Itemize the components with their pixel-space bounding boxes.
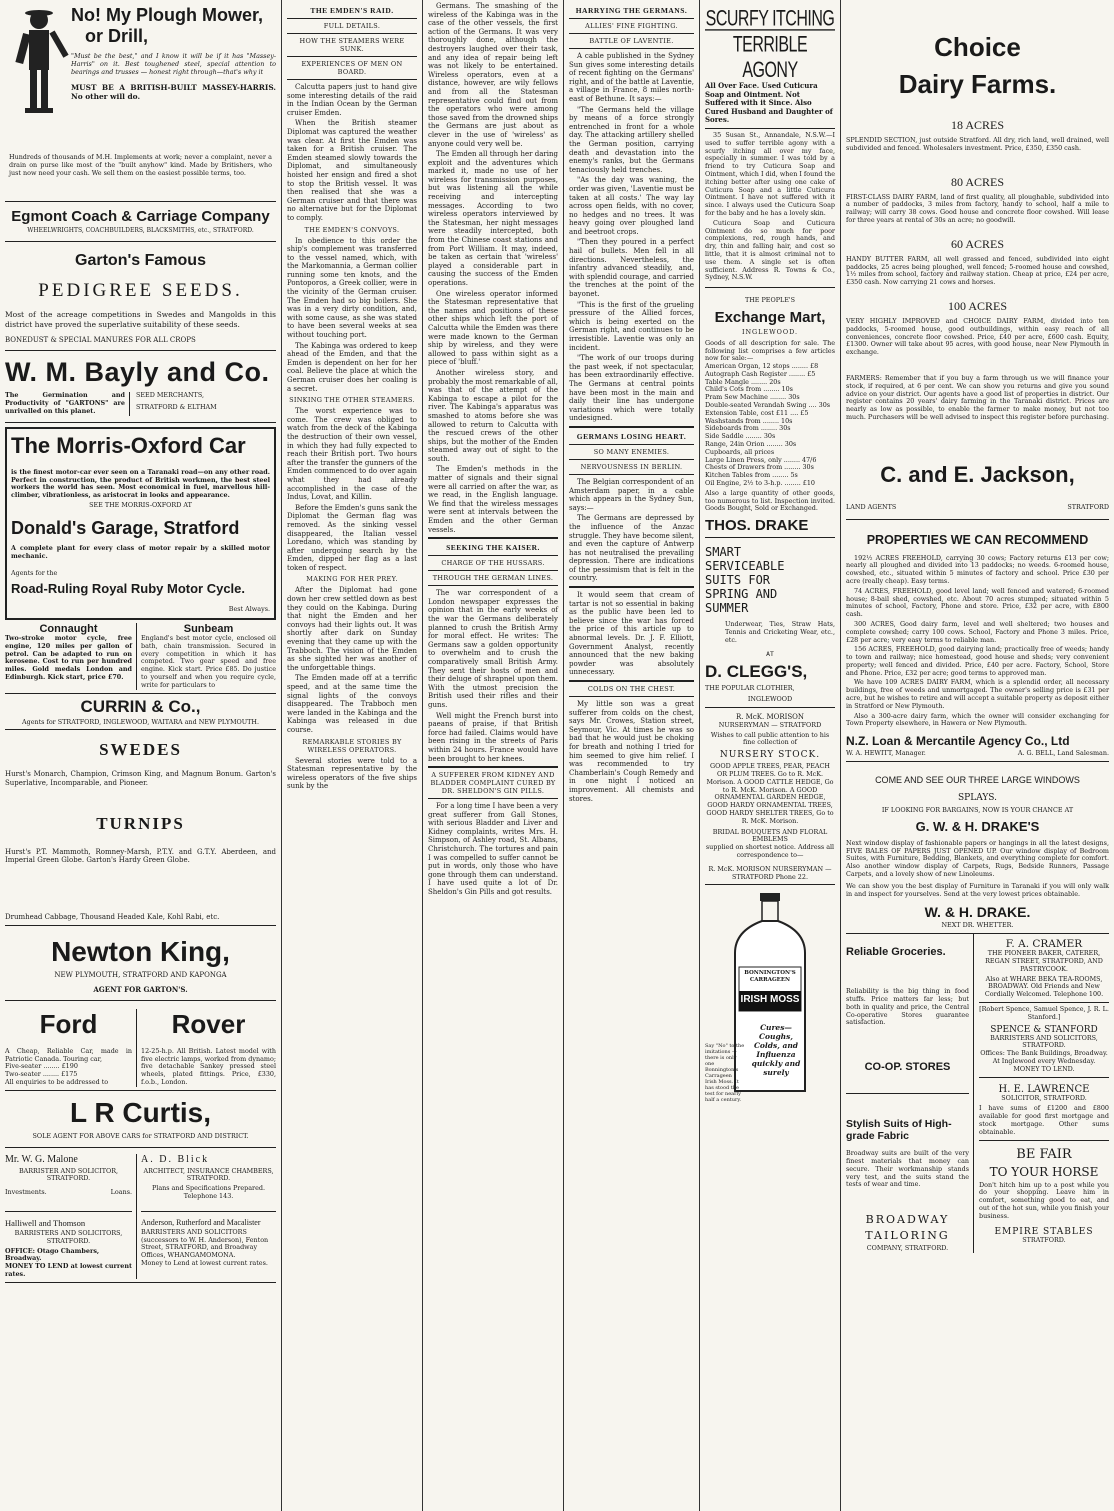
swedes-text: Hurst's Monarch, Champion, Crimson King, and Magnum Bonum. Garton's Superlative, Incomparable, and Pioneer.: [5, 770, 276, 787]
spence-title: SPENCE & STANFORD: [990, 1024, 1098, 1035]
acres-80: 80 ACRES: [950, 174, 1004, 189]
halliwell-office: OFFICE: Otago Chambers, Broadway.: [5, 1246, 100, 1263]
morris-title: The Morris-Oxford Car: [11, 432, 246, 458]
article-paragraph: In obedience to this order the ship's complement was transferred to the vessel named, which, with the Markomannia, a German collier running some ten knots, and the Pontoporos, a Greek collier, were in the vicinity of the German cruiser. The Emden had so big boilers. She was in a very dirty condition, and, with some cause, as she was stated to have been several weeks at sea without touching port.: [287, 236, 417, 340]
scurfy-title-1: SCURFY ITCHING: [705, 7, 835, 32]
farmers-text: FARMERS: Remember that if you buy a farm through us we will finance your stock, if required, at 6 per cent. We can show you returns and give you sound advice on your district. Our agents have a good list of properties in district. Our register contains 20 years' dairy farming in the Taranaki district. Prices are nearly as low as possible, to enable the farmer to make money, but not too much. Purchasers will be well advised to inspect this register before purchasing.: [846, 373, 1109, 421]
ford-five: Five-seater ........ £190: [5, 1062, 78, 1071]
property-item: 74 ACRES, FREEHOLD, good level land; well fenced and watered; 6-roomed house; 8-bail shed, cowshed, etc. About 70 acres stumped; situated within 5 minutes of school, Factory, Phone and store. Price, £32 per acre, with £800 cash.: [846, 586, 1109, 619]
connaught-title: Connaught: [39, 622, 98, 635]
morison-name: R. McK. MORISON: [735, 713, 805, 722]
anderson-title: Anderson, Rutherford and Macalister: [141, 1217, 261, 1227]
column-articles-2: [423, 0, 563, 1511]
clegg-ad: [705, 538, 835, 708]
plough-quote: "Must be the best," and I know it will be if it has "Massey-Harris" on it. Best toughened steel, special attention to bearings and trusses — honest right through—that's why it: [71, 52, 276, 76]
property-item: 300 ACRES, Good dairy farm, level and well sheltered; two houses and complete cowshed; carry 100 cows. School, Factory and Phone 3 miles. Price, £28 per acre; very easy terms to reliable man.: [846, 619, 1109, 644]
allies-subhead: ALLIES' FINE FIGHTING.: [585, 22, 678, 30]
cramer-title: F. A. CRAMER: [1005, 938, 1083, 951]
property-item: 192½ ACRES FREEHOLD, carrying 30 cows; Factory returns £13 per cow; nearly all ploughed and divided into 13 paddocks; no weeds. 6-roomed house, cowshed, etc., situated within 5 minutes of factory and school. Price £30 per acre (really cheap). Easy terms.: [846, 553, 1109, 585]
article-paragraph: Well might the French burst into paeans of praise, if that British force had failed. Claims would have been rising in the streets of Paris within 24 hours. France would have been brought to her knees.: [428, 711, 558, 763]
newton-sub: NEW PLYMOUTH, STRATFORD AND KAPONGA: [54, 971, 227, 980]
property-item: Also a 300-acre dairy farm, which the owner will consider exchanging for Town Property elsewhere, in Hawera or New Plymouth.: [846, 711, 1109, 728]
exchange-item: Large Linen Press, only ........ 47/6: [705, 455, 817, 464]
scurfy-sub: All Over Face. Used Cuticura Soap and Ointment. Not Suffered with it Since. Also Cured Husband and Daughter of Sores.: [705, 81, 833, 125]
jackson-land: LAND AGENTS: [846, 502, 897, 511]
lawrence-sub: SOLICITOR, STRATFORD.: [1001, 1093, 1087, 1102]
article-paragraph: Calcutta papers just to hand give some interesting details of the raid in the Indian Ocean by the German cruiser Emden.: [287, 83, 417, 117]
clegg-loc: INGLEWOOD: [747, 695, 793, 704]
morison-items: GOOD APPLE TREES, PEAR, PEACH OR PLUM TREES. Go to R. McK. Morison. A GOOD CATTLE HEDGE, Go to R. McK. Morison. A GOOD ORNAMENTAL GARDEN HEDGE, GOOD HARDY ORNAMENTAL TREES, GOOD HARDY SHELTER TREES, Go to R. McK. Morison.: [706, 762, 834, 825]
turnips-title: TURNIPS: [96, 813, 185, 833]
exchange-title: Exchange Mart,: [714, 308, 826, 326]
spence-text: Offices: The Bank Buildings, Broadway. At Inglewood every Wednesday. MONEY TO LEND.: [980, 1049, 1108, 1073]
acres-100: 100 ACRES: [947, 298, 1007, 313]
smart-3: SUITS FOR: [705, 573, 771, 588]
wh-drake: W. & H. DRAKE.: [924, 904, 1031, 921]
nz-title: N.Z. Loan & Mercantile Agency Co., Ltd: [846, 734, 1070, 749]
plough-title-2: or Drill,: [85, 26, 149, 46]
article-paragraph: My little son was a great sufferer from colds on the chest, says Mr. Crowes, Station street, Seymour, Vic. At times he was so bad that he would just be choking for breath and nothing I tried for him seemed to give him relief. I was recommended to try Chamberlain's Cough Remedy and in one night I noticed an improvement. All chemists and stores.: [569, 700, 694, 803]
colds-subhead: COLDS ON THE CHEST.: [587, 685, 676, 693]
bayly-left: The Germination and Productivity of "GARTONS" are unrivalled on this planet.: [5, 391, 125, 415]
agents-for: Agents for the: [11, 569, 58, 578]
curtis-ad: [5, 1091, 276, 1148]
jackson-title: C. and E. Jackson,: [880, 461, 1075, 487]
sunbeam-title: Sunbeam: [183, 622, 234, 635]
enemies-subhead: SO MANY ENEMIES.: [593, 447, 670, 456]
nursery-title: NURSERY STOCK.: [719, 750, 821, 761]
jackson-loc: STRATFORD: [1067, 502, 1109, 511]
massey-harris-ad: [5, 2, 276, 202]
article-paragraph: The Emden made off at a terrific speed, and at the same time the signal lights of the convoys disappeared. The Trabboch men were landed in the Kabinga and the Kabinga was released in due course.: [287, 674, 417, 734]
inglewood-label: INGLEWOOD.: [741, 327, 799, 336]
ford-two: Two-seater ........ £175: [5, 1070, 78, 1079]
donald-title: Donald's Garage, Stratford: [11, 517, 240, 538]
exchange-item: Sideboards from ........ 30s: [705, 424, 791, 433]
exchange-item: Pram Sew Machine ........ 30s: [705, 393, 800, 402]
exchange-end: Also a large quantity of other goods, too numerous to list. Inspection invited. Goods Bought, Sold or Exchanged.: [705, 488, 835, 513]
egmont-sub: WHEELWRIGHTS, COACHBUILDERS, BLACKSMITHS, etc., STRATFORD.: [27, 227, 254, 234]
article-paragraph: Another wireless story, and probably the most remarkable of all, was that of the attempt of the Kabinga to escape a pilot for the river. The Kabinga's apparatus was smashed to atoms before she was allowed to return to Calcutta with the rescued crews of the other ships, but the mother of the Emden steamed away out of sight to the south.: [428, 368, 558, 463]
article-paragraph: The Kabinga was ordered to keep ahead of the Emden, and that the Emden is dependent on her for her coal. Believe the place at which the German cruiser does her coaling is a secret.: [287, 341, 417, 393]
article-paragraph: "The Germans held the village by means of a force strongly entrenched in front for a whole day. The attacking artillery shelled the German position, carrying death and devastation into the enemy's ranks, but the Germans tenaciously held trenches.: [569, 105, 694, 174]
irish-moss-ad: [705, 893, 835, 1104]
exchange-items-list: [705, 363, 835, 488]
currin-ad: [5, 694, 276, 731]
reliable-text: Reliability is the big thing in food stuffs. Price matters far less; but both in quality and price, the Central Co-operative Stores guarantee satisfaction.: [846, 987, 969, 1027]
exchange-item: American Organ, 12 stops ........ £8: [705, 362, 819, 371]
article-paragraph: Before the Emden's guns sank the Diplomat the German flag was removed. As the sinking vessel disappeared, the Italian vessel Loredano, which was standing by after undergoing search by the Emden, dipped her flag as a last token of respect.: [287, 503, 417, 572]
acres-60-text: HANDY BUTTER FARM, all well grassed and fenced, subdivided into eight paddocks, 25 acres being ploughed, well fenced; 5-roomed house and cowshed, 1½ miles from school, factory and railway station. Cheap at price, £24 per acre, £350 cash. Now carrying 21 cows and horses.: [846, 254, 1109, 287]
turnips-text: Hurst's P.T. Mammoth, Romney-Marsh, P.T.Y. and G.T.Y. Aberdeen, and Imperial Green Globe. Garton's Hardy Green Globe.: [5, 847, 276, 865]
article-paragraph: "As the day was waning, the order was given, 'Laventie must be taken at all costs.' The way lay across open fields, with no cover, no hedges and no trees. It was heavy going over ploughed land and beetroot crops.: [569, 176, 694, 236]
rover-title: Rover: [171, 1008, 246, 1039]
exchange-mart-ad: [705, 288, 835, 538]
article-paragraph: The worst experience was to come. The crew was obliged to watch from the deck of the Kabinga the destruction of their own vessel, in which they had fully expected to reach their British port. Two hours after the transfer the gunners of the Emden commenced to do over again what they had already accomplished in the case of the Indus, Lovat, and Killin.: [287, 407, 417, 502]
exchange-item: Side Saddle ........ 30s: [705, 432, 776, 441]
morison-end: R. McK. MORISON NURSERYMAN — STRATFORD Phone 22.: [708, 864, 832, 881]
currin-title: CURRIN & Co.,: [80, 696, 201, 716]
morison-text: Wishes to call public attention to his fine collection of: [710, 730, 830, 747]
rover-text: 12-25-h.p. All British. Latest model with five electric lamps, worked from dynamo; five detachable Sankey pressed steel wheels, plated fittings. Price, £330, f.o.b., London.: [141, 1046, 276, 1087]
cramer-sub: THE PIONEER BAKER, CATERER, REGAN STREET, STRATFORD, AND PASTRYCOOK.: [985, 949, 1103, 973]
cramer-text: Also at WHARE BEKA TEA-ROOMS, BROADWAY. Old Friends and New Cordially Welcomed. Telephone 100.: [984, 974, 1104, 999]
coop-title: CO-OP. STORES: [864, 1061, 951, 1074]
drumhead-text: Drumhead Cabbage, Thousand Headed Kale, Kohl Rabi, etc.: [5, 912, 220, 921]
stylish-text: Broadway suits are built of the very finest materials that money can secure. Their workmanship stands very test, and the suits stand the tests of wear and time.: [846, 1149, 969, 1189]
garton-seeds-ad: [5, 242, 276, 352]
stylish-title: Stylish Suits of High-grade Fabric: [846, 1118, 952, 1143]
morris-text: is the finest motor-car ever seen on a Taranaki road—on any other road. Perfect in construction, the product of British workmen, the best steel workers the world has seen. Most economical in fuel, marvellous hill-climber, vibrationless, as aristocrat in looks and appearance.: [11, 467, 270, 500]
morris-oxford-ad: [5, 427, 276, 620]
choice-title: Choice: [934, 32, 1021, 62]
motorcycles-ad: [5, 620, 276, 694]
empire-loc: STRATFORD.: [1022, 1235, 1066, 1244]
halliwell-title: Halliwell and Thomson: [5, 1218, 86, 1229]
column-emden-raid: [282, 0, 422, 1511]
exchange-item: Washstands from ........ 10s: [705, 416, 793, 425]
acres-100-text: VERY HIGHLY IMPROVED and CHOICE DAIRY FARM, divided into ten paddocks, 5-roomed house, good outbuildings, within easy reach of all conveniences, concrete floor cowshed. Price, £40 per acre, £600 cash. Equity, £1300. Owner will take about 95 acres, with good house, near New Plymouth in exchange.: [846, 316, 1109, 357]
wh-next: NEXT DR. WHETTER.: [941, 921, 1014, 930]
article-paragraph: Germans. The smashing of the wireless of the Kabinga was in the case of the other vessels, the first action of the Germans. It was very thoroughly done, although the destroyers laughed over their task, and any idea of repair being left was not likely to be entertained. Wireless operators, even at a distance, however, are wily fellows and from all the Statesman representative could find out from the operators who were among those saved from the drowned ships the Germans are just about as clever in the use of 'wireless' as anyone could very well be.: [428, 2, 558, 148]
exchange-item: Range, 24in Orion ........ 30s: [705, 440, 797, 449]
fair-text: Don't hitch him up to a post while you do your shopping. Leave him in comfort, something good to eat, and out of the hot sun, while you finish your business.: [979, 1180, 1109, 1220]
farmer-illustration-icon: [9, 6, 69, 116]
article-paragraph: "The work of our troops during the past week, if not spectacular, has been extraordinarily effective. The Germans at central points have been most in the main and daily their line has undergone variations which were totally undesigned.: [569, 354, 694, 423]
wireless-subhead: REMARKABLE STORIES BY WIRELESS OPERATORS.: [302, 737, 402, 754]
article-paragraph: One wireless operator informed the Statesman representative that the names and positions of these other ships which left the port of Calcutta while the Emden was there were made known to the German ship by wireless, and they were allowed to pass within sight as a piece of 'bluff.': [428, 289, 558, 367]
malone-loans: Loans.: [110, 1188, 132, 1197]
pedigree-title: PEDIGREE SEEDS.: [38, 279, 243, 301]
broadway-2: TAILORING: [865, 1229, 950, 1243]
broadway-1: BROADWAY: [865, 1213, 950, 1227]
clegg-sub: THE POPULAR CLOTHIER,: [705, 684, 795, 693]
column-ads-left: [0, 0, 281, 1511]
broadway-3: COMPANY, STRATFORD.: [866, 1244, 949, 1253]
battle-subhead: BATTLE OF LAVENTIE.: [589, 37, 674, 45]
seeds-ad: [5, 730, 276, 926]
halliwell-sub: BARRISTERS AND SOLICITORS, STRATFORD.: [14, 1229, 123, 1245]
prey-subhead: MAKING FOR HER PREY.: [306, 575, 398, 584]
royal-ruby: Road-Ruling Royal Ruby Motor Cycle.: [11, 581, 246, 597]
blick-sub: ARCHITECT, INSURANCE CHAMBERS, STRATFORD.: [143, 1166, 274, 1183]
exchange-item: Oil Engine, 2½ to 3-h.p. ........ £10: [705, 479, 815, 488]
how-sunk: HOW THE STEAMERS WERE SUNK.: [299, 37, 405, 53]
scurfy-text: 35 Susan St., Annandale, N.S.W.—I used to suffer terrible agony with a scurfy itching all over my face, especially in summer. I was told by a friend to try Cuticura Soap and Ointment, which I did, when I found the itching better after using one cake of Cuticura Soap and a little Cuticura Ointment. I have not suffered with it since. I always used the Cuticura Soap for the baby and he has a lovely skin.: [705, 130, 835, 217]
spence-names: [Robert Spence, Samuel Spence, J. R. L. Stanford.]: [979, 1005, 1109, 1021]
raid-headline: THE EMDEN'S RAID.: [310, 6, 394, 15]
morison-role: NURSERYMAN — STRATFORD: [718, 720, 822, 729]
fair-2: TO YOUR HORSE: [989, 1164, 1099, 1179]
smart-4: SPRING AND: [705, 587, 778, 602]
windows-bargains: IF LOOKING FOR BARGAINS, NOW IS YOUR CHANCE AT: [881, 806, 1074, 815]
lawrence-title: H. E. LAWRENCE: [998, 1083, 1090, 1095]
exchange-item: Kitchen Tables from ........ 5s: [705, 471, 798, 480]
lower-right-ads: [846, 934, 1109, 1253]
exchange-item: Child's Cots from ........ 10s: [705, 385, 793, 394]
full-details: FULL DETAILS.: [323, 22, 381, 30]
peoples-label: THE PEOPLE'S: [744, 296, 796, 305]
article-paragraph: Several stories were told to a Statesman representative by the wireless operators of the five ships sunk by the: [287, 756, 417, 791]
kidney-headline: A SUFFERER FROM KIDNEY AND BLADDER COMPLAINT CURED BY DR. SHELDON'S GIN PILLS.: [430, 771, 556, 796]
article-paragraph: The Germans are depressed by the influence of the Anzac struggle. They have become silent, and even the capture of Antwerp has not neutralised the prevailing depression. There are indications of the pessimism that is felt in the country.: [569, 514, 694, 583]
egmont-ad: [5, 202, 276, 242]
newton-king-ad: [5, 926, 276, 1001]
morris-see: SEE THE MORRIS-OXFORD AT: [89, 500, 192, 509]
bayly-right-2: STRATFORD & ELTHAM: [136, 403, 217, 412]
hussars-subhead: CHARGE OF THE HUSSARS.: [441, 559, 545, 568]
other-subhead: SINKING THE OTHER STEAMERS.: [289, 396, 415, 405]
article-paragraph: For a long time I have been a very great sufferer from Gall Stones, with serious Bladder and Liver and Kidney complaints, writes Mrs. H. Simpson, of Ashley road, St. Albans, Christchurch. The tortures and pain I was compelled to suffer cannot be put in words, only those who have gone through them can understand. I have used quite a lot of Dr. Sheldon's Gin Pills and got results.: [428, 802, 558, 897]
blick-text: Plans and Specifications Prepared. Telephone 143.: [151, 1184, 266, 1201]
exchange-sub: Goods of all description for sale. The following list comprises a few articles now for sale:—: [705, 338, 835, 363]
donald-text: A complete plant for every class of motor repair by a skilled motor mechanic.: [11, 543, 270, 560]
malone-sub: BARRISTER AND SOLICITOR, STRATFORD.: [18, 1166, 119, 1183]
article-paragraph: After the Diplomat had gone down her crew settled down as best they could on the Kabinga. During that night the Emden and her convoys had their lights out. It was shortly after dark on Sunday evening that they came up with the Trabboch. The vision of the Emden as she sighted her was another of the unforgettable things.: [287, 586, 417, 672]
column-ads-right: [841, 0, 1114, 1511]
curtis-title: L R Curtis,: [69, 1096, 212, 1128]
bridal-title: BRIDAL BOUQUETS AND FLORAL EMBLEMS: [712, 827, 828, 844]
professional-cards: [5, 1148, 276, 1283]
exchange-item: Autograph Cash Register ........ £5: [705, 369, 816, 378]
lawrence-text: I have sums of £1200 and £800 available for good first mortgage and stock mortgage. Other sums obtainable.: [979, 1104, 1109, 1136]
smart-5: SUMMER: [705, 601, 749, 616]
article-paragraph: "This is the first of the grueling pressure of the Allied forces, which is being exerted on the German right, and continues to be irresistible. Laventie was only an incident.: [569, 300, 694, 352]
drake-title: THOS. DRAKE: [705, 517, 809, 535]
anderson-text: BARRISTERS AND SOLICITORS (successors to W. H. Anderson), Fenton Street, STRATFORD, and Broadway Offices, WHANGAMOMONA.: [141, 1227, 269, 1260]
sunbeam-text: England's best motor cycle, enclosed oil bath, chain transmission. Secured in every competition in which it has competed. Two gear speed and free engine. Kick start. Price £85. Do justice to yourself and when you require cycle, write for particulars to: [141, 633, 276, 689]
ford-enquiries: All enquiries to be addressed to: [5, 1078, 109, 1087]
bridal-sub: supplied on shortest notice. Address all correspondence to—: [705, 843, 835, 859]
harrying-headline: HARRYING THE GERMANS.: [575, 6, 688, 15]
drakes-text: Next window display of fashionable papers or hangings in all the latest designs, FIVE BALES OF PAPERS JUST OPENED UP. Our window display of Bedroom Suites, with Furniture, Bedding, Blankets, and everything complete for comfort. Also another window display of Carpets, Rugs, Bedside Runners, Passage Carpets, and a lovely show of new Linoleums.: [846, 838, 1109, 879]
article-paragraph: A cable published in the Sydney Sun gives some interesting details of recent fighting on the Germans' right, and of the battle at Laventie, a village in France, 8 miles north-east of Bethune. It says:—: [569, 52, 694, 103]
reliable-title: Reliable Groceries.: [846, 946, 946, 959]
properties-ad: [846, 520, 1109, 763]
bayly-title: W. M. Bayly and Co.: [5, 357, 270, 388]
exchange-item: Cupboards, all prices: [705, 447, 775, 456]
convoys-subhead: THE EMDEN'S CONVOYS.: [304, 225, 400, 234]
clegg-title: D. CLEGG'S,: [705, 662, 808, 682]
bottle-say: Say "No" to the imitations — there is only one Bonnington's Carrageen Irish Moss. It has stood the test for nearly half a century.: [705, 1043, 745, 1104]
props-title: PROPERTIES WE CAN RECOMMEND: [866, 532, 1089, 547]
acres-18: 18 ACRES: [950, 118, 1004, 132]
exchange-item: Chests of Drawers from ........ 30s: [705, 463, 814, 472]
exchange-item: Table Mangle ........ 20s: [705, 377, 781, 386]
exchange-item: Extension Table, cost £11 .... £5: [705, 408, 809, 417]
article-paragraph: The Emden's methods in the matter of signals and their signal were all carried on after the war, as we read, in the English language. We find that the wireless messages were sent at intervals between the Emden and the other German vessels.: [428, 465, 558, 534]
windows-title: COME AND SEE OUR THREE LARGE WINDOWS: [875, 775, 1080, 786]
article-paragraph: "Then they poured in a perfect hail of bullets. Men fell in all directions. Nevertheless, the infantry advanced steadily, and, with splendid courage, and carried the trenches at the point of the bayonet.: [569, 238, 694, 299]
scurfy-title-2: TERRIBLE AGONY: [705, 29, 835, 84]
acres-18-text: SPLENDID SECTION, just outside Stratford. All dry, rich land, well drained, well subdivided and fenced. Wholesalers investment. Price, £350, £350 cash.: [846, 136, 1109, 152]
connaught-text: Two-stroke motor cycle, free engine, 120 miles per gallon of petrol. Can be adapted to run on kerosene. Cost to run per hundred miles. Gold medals London and Edinburgh. Kick start, price £70.: [5, 633, 132, 681]
halliwell-money: MONEY TO LEND at lowest current rates.: [5, 1262, 132, 1279]
property-item: 156 ACRES, FREEHOLD, good dairying land; practically free of weeds; handy to town and railway; nice homestead, good house and sheds; very convenient property; well fenced and divided. Price, £40 per acre. Factory, School, Store and Phone. Price, £32 per acre; good terms to approved man.: [846, 645, 1109, 677]
empire-title: EMPIRE STABLES: [994, 1226, 1094, 1237]
spence-sub: BARRISTERS AND SOLICITORS, STRATFORD.: [990, 1033, 1098, 1050]
bayly-ad: [5, 351, 276, 422]
plough-hundreds: Hundreds of thousands of M.H. Implements at work; never a complaint, never a drain on purse like most of the "built anyhow" kind. Made by Britishers, who just now need your cash. We sell them on the easiest possible terms, too.: [9, 153, 272, 177]
newton-agent: AGENT FOR GARTON'S.: [93, 985, 188, 995]
acres-60: 60 ACRES: [950, 236, 1004, 251]
garton-title: Garton's Famous: [75, 251, 206, 269]
exchange-item: Double-seated Verandah Swing .... 30s: [705, 401, 831, 410]
swedes-title: SWEDES: [99, 740, 182, 760]
ford-title: Ford: [39, 1008, 98, 1039]
nz-sub-1: W. A. HEWITT, Manager.: [846, 749, 926, 758]
kaiser-headline: SEEKING THE KAISER.: [446, 543, 540, 553]
experiences: EXPERIENCES OF MEN ON BOARD.: [301, 60, 403, 76]
malone-investments: Investments.: [5, 1188, 47, 1197]
bottle-brand: BONNINGTON'S CARRAGEEN: [744, 970, 796, 984]
currin-sub: Agents for STRATFORD, INGLEWOOD, WAITARA and NEW PLYMOUTH.: [21, 717, 259, 726]
newton-title: Newton King,: [51, 936, 230, 968]
heart-headline: GERMANS LOSING HEART.: [576, 431, 687, 441]
bottle-main: IRISH MOSS: [740, 994, 800, 1006]
article-paragraph: When the British steamer Diplomat was captured the weather was clear. At first the Emden was taken for a British cruiser. The Emden steamed slowly towards the Diplomat, and simultaneously hoisted her ensign and fired a shot to stop the British vessel. It was then realised that she was a German cruiser and that there was no alternative but for the Diplomat to comply.: [287, 119, 417, 222]
dairy-farms-ad: [846, 2, 1109, 520]
bottle-cures: Cures— Coughs, Colds, and Influenza quickly and surely: [751, 1023, 801, 1078]
ford-rover-ad: [5, 1001, 276, 1091]
nz-sub-2: A. G. BELL, Land Salesman.: [1017, 749, 1109, 758]
nervous-subhead: NERVOUSNESS IN BERLIN.: [580, 462, 683, 471]
scurfy-text-2: Cuticura Soap and Cuticura Ointment do so much for poor complexions, red, rough hands, and dry, thin and falling hair, and cost so little, that it is almost criminal not to use them. A single set is often sufficient. Address R. Towns & Co., Sydney, N.S.W.: [705, 218, 835, 282]
smart-items: Underwear, Ties, Straw Hats, Tennis and Cricketing Wear, etc., etc.: [725, 620, 835, 644]
morison-ad: [705, 708, 835, 885]
acres-80-text: FIRST-CLASS DAIRY FARM, land of first quality, all ploughable, subdivided into a number of paddocks, 3 miles from factory, handy to school, half a mile to railway; will carry 38 cows. Good house and concrete floor cowshed. Will lease for three years at rental of 30s an acre; no goodwill.: [846, 192, 1109, 224]
anderson-money: Money to Lend at lowest current rates.: [141, 1259, 268, 1268]
garton-manures: BONEDUST & SPECIAL MANURES FOR ALL CROPS: [5, 335, 196, 344]
article-paragraph: The war correspondent of a London newspaper expresses the opinion that in the early weeks of the war the Germans deliberately planned to crush the British Army for moral effect. He writes: The Germans saw a golden opportunity to overwhelm and to crush the comparatively small British Army. They sent their hosts of men and their deluge of shrapnel upon them. With the utmost precision the British used their rifles and their guns.: [428, 589, 558, 709]
smart-1: SMART: [705, 545, 742, 560]
drake-windows-ad: [846, 762, 1109, 934]
smart-2: SERVICEABLE: [705, 559, 785, 574]
drakes-title: G. W. & H. DRAKE'S: [915, 818, 1040, 834]
property-item: We have 109 ACRES DAIRY FARM, which is a splendid order, all necessary buildings, free of weeds and unmortgaged. The owner's selling price is £31 per acre, but he wishes to retire and will accept a suitable property as deposit either in Stratford or New Plymouth.: [846, 678, 1109, 710]
column-ads-middle: [700, 0, 840, 1511]
plough-title-1: No! My Plough Mower,: [71, 5, 263, 25]
curtis-sub: SOLE AGENT FOR ABOVE CARS for STRATFORD AND DISTRICT.: [32, 1131, 249, 1140]
cuticura-ad: [705, 2, 835, 288]
dairy-title: Dairy Farms.: [898, 69, 1057, 99]
ford-text: A Cheap, Reliable Car, made in Patriotic Canada. Touring car,: [5, 1046, 132, 1063]
fair-1: BE FAIR: [1016, 1146, 1072, 1162]
at-label: AT: [766, 649, 774, 658]
lines-subhead: THROUGH THE GERMAN LINES.: [432, 574, 554, 583]
article-paragraph: It would seem that cream of tartar is not so essential in baking as the public have been led to believe since the war has forced the price of this article up to abnormal levels. Dr. J. F. Elliott, Government Analyst, recently announced that the new baking powder was absolutely unnecessary.: [569, 591, 694, 677]
garton-text: Most of the acreage competitions in Swedes and Mangolds in this district have proved the superlative suitability of these seeds.: [5, 309, 276, 329]
best-always: Best Always.: [228, 605, 270, 614]
article-paragraph: The Emden all through her daring exploit and the adventures which marked it, made no use of her wireless for transmission purposes, but was listening all the while receiving and intercepting messages. According to two wireless operators interviewed by the Statesman, her night messages were steadily intercepted, both from the Chinese coast stations and from Port William. It may, indeed, be taken as certain that 'wireless' played a considerable part in causing the success of the Emden operations.: [428, 150, 558, 287]
windows-sub: SPLAYS.: [958, 793, 997, 804]
article-paragraph: The Belgian correspondent of an Amsterdam paper, in a cable which appears in the Sydney Sun, says:—: [569, 477, 694, 512]
malone-title: Mr. W. G. Malone: [5, 1153, 78, 1165]
plough-must: MUST BE A BRITISH-BUILT MASSEY-HARRIS. No other will do.: [71, 83, 276, 101]
bayly-right-1: SEED MERCHANTS,: [136, 391, 204, 400]
column-articles-3: [564, 0, 699, 1511]
blick-title: A. D. Blick: [141, 1153, 210, 1165]
drakes-text-2: We can show you the best display of Furniture in Taranaki if you will only walk in and inspect for yourselves. Send at the very lowest prices obtainable.: [846, 881, 1109, 898]
egmont-title: Egmont Coach & Carriage Company: [11, 208, 270, 225]
